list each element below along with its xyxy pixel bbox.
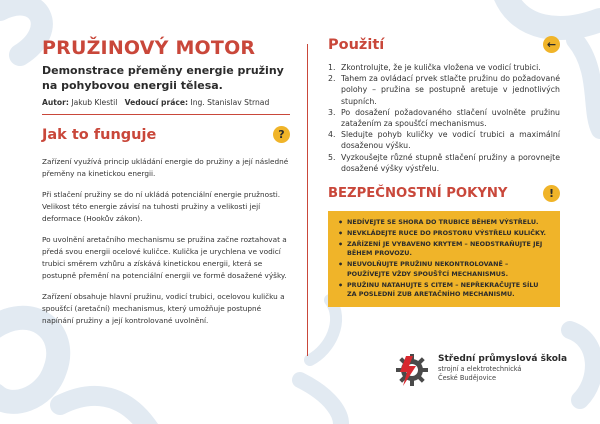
authors-line: Autor: Jakub Klestil Vedoucí práce: Ing. Stanislav Strnad [42, 98, 270, 107]
exclamation-icon: ! [543, 185, 560, 202]
left-column [42, 36, 290, 327]
school-subline: strojní a elektrotechnická [438, 365, 522, 373]
question-icon: ? [273, 126, 290, 143]
usage-step: 5. Vyzkoušejte různé stupně stlačení pružiny a porovnejte dosažené výšky výstřelu. [328, 152, 560, 173]
page-subtitle: Demonstrace přeměny energie pružiny na pohybovou energii tělesa. [42, 64, 284, 92]
safety-item: • NEDÍVEJTE SE SHORA DO TRUBICE BĚHEM VÝSTŘELU. [338, 218, 539, 228]
school-logo-icon [394, 352, 430, 388]
how-paragraph: Zařízení využívá princip ukládání energie do pružiny a její následné přeměny na kinetickou energii. [42, 157, 289, 178]
usage-section-header [328, 36, 560, 53]
author-name: Jakub Klestil [71, 98, 118, 107]
right-column [328, 36, 560, 307]
safety-section-header [328, 185, 560, 202]
column-divider [307, 44, 308, 356]
title-rule [42, 114, 290, 115]
arrow-left-icon: ← [543, 36, 560, 53]
how-paragraph: Po uvolnění aretačního mechanismu se pružina začne roztahovat a předá svou energii ocelové kuličce. Kulička je urychlena ve vodicí trubici směrem vzhůru a získává kinetickou energii, která se postupně přemění na potenciální energii ve formě dosažené výšky. [42, 235, 287, 280]
usage-steps-list [328, 62, 560, 174]
author-label: Autor [42, 98, 66, 107]
safety-item: • ZAŘÍZENÍ JE VYBAVENO KRYTEM – NEODSTRAŇUJTE JEJ BĚHEM PROVOZU. [338, 240, 543, 258]
school-city: České Budějovice [438, 373, 497, 382]
usage-section-title: Použití [328, 36, 385, 53]
usage-step: 1. Zkontrolujte, že je kulička vložena ve vodicí trubici. [328, 63, 541, 72]
school-name-block [438, 353, 567, 382]
supervisor-name: Ing. Stanislav Strnad [190, 98, 270, 107]
how-paragraph: Při stlačení pružiny se do ní ukládá potenciální energie pružnosti. Velikost této energie závisí na tuhosti pružiny a velikosti její deformace (Hookův zákon). [42, 190, 281, 223]
safety-section-title: BEZPEČNOSTNÍ POKYNY [328, 186, 508, 202]
usage-step: 2. Tahem za ovládací prvek stlačte pružinu do požadované polohy – pružina se postupně aretuje v jednotlivých stupních. [328, 74, 560, 106]
safety-box [328, 211, 560, 307]
school-footer [394, 352, 574, 392]
safety-item: • NEUVOLŇUJTE PRUŽINU NEKONTROLOVANĚ – POUŽÍVEJTE VŽDY SPOUŠŤCÍ MECHANISMUS. [338, 260, 509, 278]
school-name: Střední průmyslová škola [438, 354, 568, 364]
how-paragraph: Zařízení obsahuje hlavní pružinu, vodicí trubici, ocelovou kuličku a spoušťcí (aretační) mechanismus, který umožňuje postupné napínání pružiny a její kontrolované uvolnění. [42, 292, 285, 325]
page-title: PRUŽINOVÝ MOTOR [42, 37, 256, 59]
supervisor-label: Vedoucí práce: [124, 98, 189, 107]
safety-item: • NEVKLÁDEJTE RUCE DO PROSTORU VÝSTŘELU KULIČKY. [338, 229, 546, 239]
how-section-header [42, 126, 290, 143]
how-section-title: Jak to funguje [42, 126, 157, 143]
safety-item: • PRUŽINU NATAHUJTE S CITEM – NEPŘEKRAČUJTE SÍLU ZA POSLEDNÍ ZUB ARETAČNÍHO MECHANISMU. [338, 280, 539, 299]
usage-step: 4. Sledujte pohyb kuličky ve vodicí trubici a maximální dosaženou výšku. [328, 130, 560, 151]
usage-step: 3. Po dosažení požadovaného stlačení uvolněte pružinu zatažením za spoušťcí mechanismus. [328, 107, 560, 129]
